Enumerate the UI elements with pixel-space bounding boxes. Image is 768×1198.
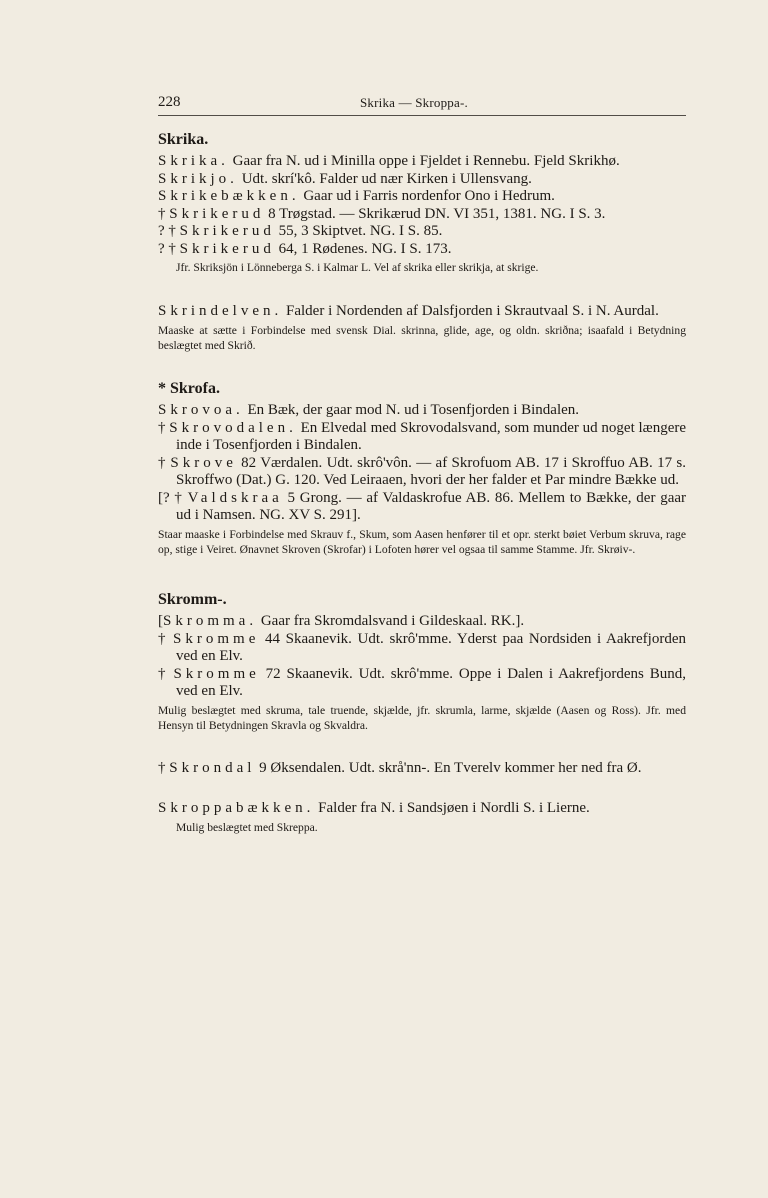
header-rule: [158, 115, 686, 116]
section-heading: Skromm-.: [158, 591, 227, 609]
entry-headword: Skrovodalen.: [169, 419, 297, 436]
entry-headword: Skrika.: [158, 153, 229, 169]
section-note: Jfr. Skriksjön i Lönneberga S. i Kalmar L. Vel af skrika eller skrikja, at skrige.: [176, 261, 539, 274]
entry: [Skromma. Gaar fra Skromdalsvand i Gildeskaal. RK.].: [158, 613, 525, 630]
entry-headword: Skromma.: [163, 613, 258, 630]
entry: † Skromme 72 Skaanevik. Udt. skrô'mme. Oppe i Dalen i Aakrefjordens Bund, ved en Elv.: [158, 665, 687, 700]
section-skrondal: [158, 760, 686, 778]
entry: † Skrikerud 8 Trøgstad. — Skrikærud DN. VI 351, 1381. NG. I S. 3.: [158, 205, 606, 222]
section-skrika: [158, 130, 686, 275]
entry-headword: Skrovoa.: [158, 402, 244, 419]
entry: ? † Skrikerud 64, 1 Rødenes. NG. I S. 173.: [158, 240, 452, 257]
page-number: 228: [158, 94, 181, 110]
entry: [? † Valdskraa 5 Grong. — af Valdaskrofue AB. 86. Mellem to Bække, der gaar ud i Namsen. NG. XV S. 291].: [158, 489, 687, 524]
entry: Skrikebækken. Gaar ud i Farris nordenfor Ono i Hedrum.: [158, 188, 555, 204]
entry-headword: Skrikebækken.: [158, 188, 300, 204]
section-skromm: [158, 590, 686, 733]
section-note: Mulig beslægtet med Skreppa.: [176, 820, 318, 834]
section-heading: * Skrofa.: [158, 380, 220, 398]
entry-headword: Skroppabækken.: [158, 800, 315, 817]
entry: Skroppabækken. Falder fra N. i Sandsjøen i Nordli S. i Lierne.: [158, 800, 590, 817]
entry-headword: Skrikerud: [179, 240, 275, 257]
section-heading: Skrika.: [158, 131, 209, 148]
entry-headword: Skrove: [170, 454, 237, 471]
entry: † Skromme 44 Skaanevik. Udt. skrô'mme. Yderst paa Nordsiden i Aakrefjorden ved en Elv.: [158, 630, 686, 665]
page-body: [158, 130, 686, 835]
entry: Skrikjo. Udt. skrí'kô. Falder ud nær Kirken i Ullensvang.: [158, 170, 532, 187]
entry: ? † Skrikerud 55, 3 Skiptvet. NG. I S. 85.: [158, 223, 443, 239]
entry-headword: Skrikjo.: [158, 170, 238, 187]
entry-headword: Skromme: [173, 630, 260, 647]
running-title: Skrika — Skroppa-.: [360, 95, 468, 110]
entry-headword: Skrindelven.: [158, 303, 283, 320]
entry: † Skrondal 9 Øksendalen. Udt. skrå'nn-. En Tverelv kommer her ned fra Ø.: [158, 759, 642, 776]
entry-headword: Skrondal: [169, 759, 256, 776]
page-header: [158, 94, 686, 118]
section-note: Maaske at sætte i Forbindelse med svensk Dial. skrinna, glide, age, og oldn. skriðna; isaafald i Betydning beslægtet med Skrið.: [158, 323, 686, 353]
entry: Skrika. Gaar fra N. ud i Minilla oppe i Fjeldet i Rennebu. Fjeld Skrikhø.: [158, 153, 620, 169]
entry: Skrindelven. Falder i Nordenden af Dalsfjorden i Skrautvaal S. i N. Aurdal.: [158, 303, 659, 320]
entry: † Skrovodalen. En Elvedal med Skrovodalsvand, som munder ud noget længere inde i Tosenfjorden i Bindalen.: [158, 419, 686, 454]
section-skroppabaekken: [158, 800, 686, 835]
entry: Skrovoa. En Bæk, der gaar mod N. ud i Tosenfjorden i Bindalen.: [158, 402, 580, 419]
entry-headword: Valdskraa: [187, 489, 283, 506]
section-skrindelven: [158, 303, 686, 353]
section-note: Staar maaske i Forbindelse med Skrauv f., Skum, som Aasen henfører til et opr. sterkt bøiet Verbum skruva, rage op, stige i Veiret. Ønavnet Skroven (Skrofar) i Lofoten hører vel ogsaa til samme Stamme. Jfr. Skrøiv-.: [158, 527, 686, 557]
entry-headword: Skrikerud: [169, 205, 265, 222]
entry-headword: Skrikerud: [179, 223, 275, 239]
section-note: Mulig beslægtet med skruma, tale truende, skjælde, jfr. skrumla, larme, skjælde (Aasen og Ross). Jfr. med Hensyn til Betydningen Skravla og Skvaldra.: [158, 703, 686, 733]
section-skrofa: [158, 379, 686, 557]
entry-headword: Skromme: [173, 665, 260, 682]
entry: † Skrove 82 Værdalen. Udt. skrô'vôn. — af Skrofuom AB. 17 i Skroffuo AB. 17 s. Skroffwo (Dat.) G. 120. Ved Leiraaen, hvori der her falder et Par mindre Bække ud.: [158, 454, 686, 489]
